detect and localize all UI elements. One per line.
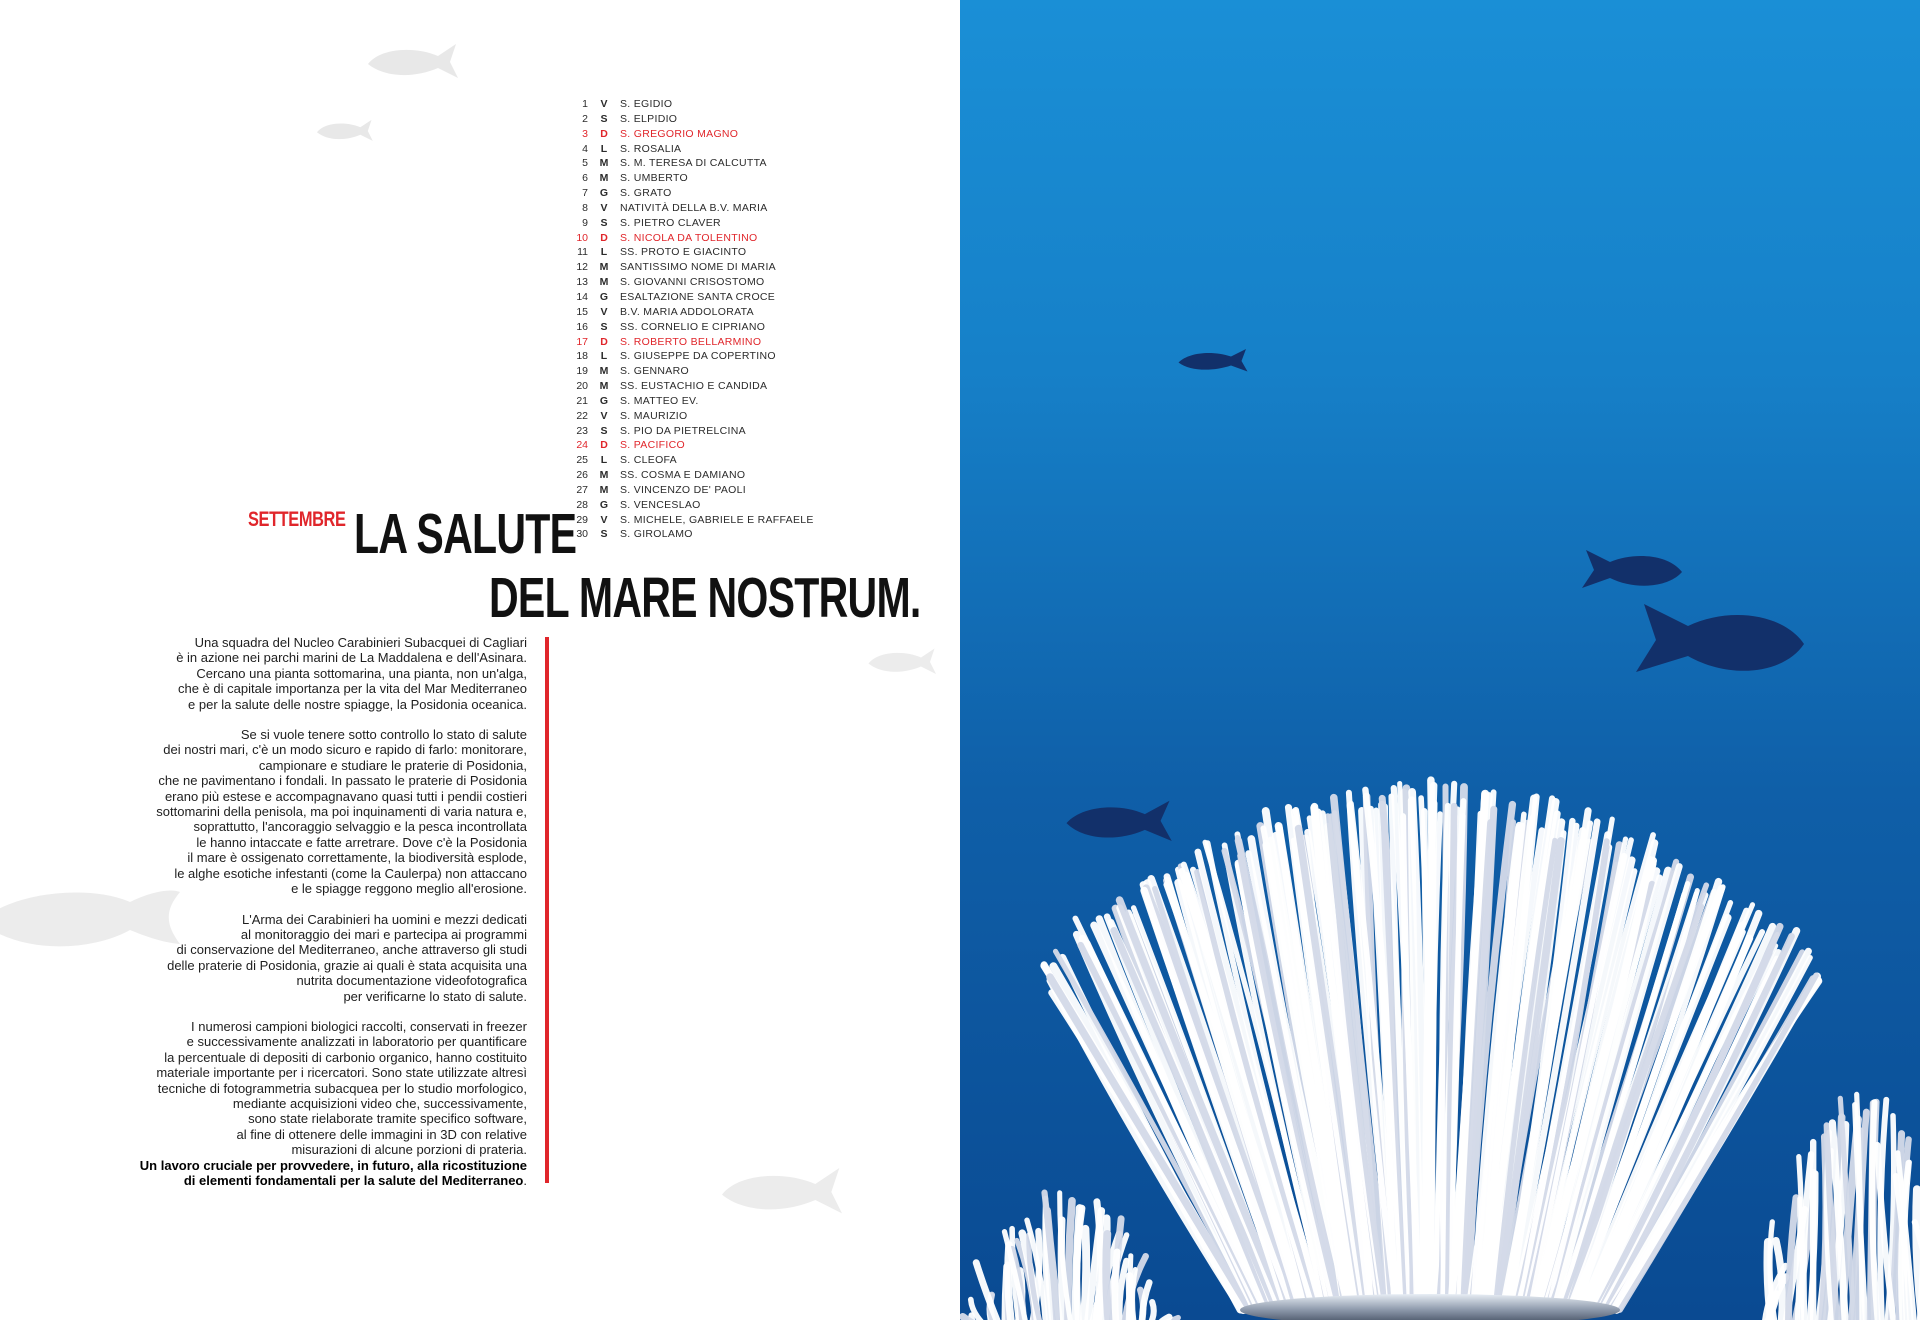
calendar-weekday: V bbox=[600, 513, 608, 526]
calendar-day-number: 27 bbox=[576, 483, 588, 496]
calendar-row bbox=[560, 483, 814, 498]
calendar-day-number: 20 bbox=[576, 380, 588, 393]
calendar-row bbox=[560, 186, 814, 201]
calendar-saint-name: S. GREGORIO MAGNO bbox=[620, 127, 739, 140]
calendar-weekday: D bbox=[600, 439, 608, 452]
calendar-row bbox=[560, 320, 814, 335]
calendar-saint-name: ESALTAZIONE SANTA CROCE bbox=[620, 290, 776, 303]
calendar-weekday: V bbox=[600, 98, 608, 110]
calendar-saint-name: S. EGIDIO bbox=[620, 98, 673, 110]
calendar-row bbox=[560, 468, 814, 483]
calendar-row bbox=[560, 527, 814, 542]
calendar-row bbox=[560, 498, 814, 513]
calendar-saint-name: S. ELPIDIO bbox=[620, 112, 678, 125]
calendar-row bbox=[560, 171, 814, 186]
calendar-day-number: 9 bbox=[582, 216, 588, 229]
calendar-saint-name: S. GIROLAMO bbox=[620, 528, 693, 541]
calendar-day-number: 5 bbox=[582, 157, 588, 170]
article-paragraph: Una squadra del Nucleo Carabinieri Subacquei di Cagliari è in azione nei parchi marini de La Maddalena e dell'Asinara. Cercano una pianta sottomarina, una pianta, non un'alga, che è di capitale importanza per la vita del Mar Mediterraneo e per la salute delle nostre spiagge, la Posidonia oceanica. bbox=[176, 635, 527, 712]
mop-strand bbox=[1916, 1189, 1920, 1320]
calendar-row bbox=[560, 231, 814, 246]
calendar-day-number: 3 bbox=[582, 127, 588, 140]
calendar-day-number: 11 bbox=[577, 246, 588, 259]
calendar-saint-name: S. NICOLA DA TOLENTINO bbox=[620, 231, 758, 244]
calendar-row bbox=[560, 97, 814, 112]
article-paragraph: L'Arma dei Carabinieri ha uomini e mezzi dedicati al monitoraggio dei mari e partecipa ai programmi di conservazione del Mediterraneo, anche attraverso gli studi delle praterie di Posidonia, grazie ai quali è stata acquisita una nutrita documentazione videofotografica per verificarne lo stato di salute. bbox=[167, 911, 527, 1004]
calendar-day-number: 29 bbox=[576, 513, 588, 526]
calendar-saint-name: B.V. MARIA ADDOLORATA bbox=[620, 305, 754, 318]
calendar-weekday: M bbox=[599, 172, 609, 185]
mop-strand bbox=[1077, 1208, 1082, 1320]
calendar-weekday: S bbox=[600, 528, 608, 541]
calendar-day-number: 12 bbox=[576, 261, 588, 274]
calendar-saint-name: S. PIETRO CLAVER bbox=[620, 216, 721, 229]
calendar-row bbox=[560, 142, 814, 157]
calendar-day-number: 13 bbox=[576, 276, 588, 289]
mop-strand bbox=[1083, 1229, 1086, 1320]
calendar-saint-name: S. GRATO bbox=[620, 187, 672, 200]
calendar-day-number: 19 bbox=[576, 365, 588, 378]
calendar-weekday: M bbox=[599, 469, 609, 482]
article-conclusion-bold: Un lavoro cruciale per provvedere, in futuro, alla ricostituzione di elementi fondamentali per la salute del Mediterraneo bbox=[139, 1157, 527, 1188]
calendar-weekday: V bbox=[600, 201, 608, 214]
article-paragraph bbox=[100, 1019, 527, 1188]
mop-strand bbox=[1106, 1234, 1109, 1320]
calendar-day-number: 24 bbox=[576, 439, 588, 452]
article-body bbox=[100, 635, 527, 1188]
calendar-row bbox=[560, 364, 814, 379]
calendar-saint-name: SANTISSIMO NOME DI MARIA bbox=[620, 261, 776, 274]
calendar-day-number: 7 bbox=[582, 187, 588, 200]
calendar-saint-name: S. M. TERESA DI CALCUTTA bbox=[620, 157, 767, 170]
calendar-row bbox=[560, 409, 814, 424]
calendar-day-number: 4 bbox=[582, 142, 588, 155]
calendar-weekday: S bbox=[600, 216, 608, 229]
calendar-weekday: S bbox=[600, 320, 608, 333]
calendar-weekday: L bbox=[600, 142, 608, 155]
calendar-weekday: M bbox=[599, 157, 609, 170]
calendar-saint-name: S. ROSALIA bbox=[620, 142, 682, 155]
calendar-row bbox=[560, 305, 814, 320]
fish-silhouette-icon bbox=[708, 1160, 848, 1224]
mop-head-illustration bbox=[960, 0, 1920, 1320]
calendar-day-number: 8 bbox=[582, 201, 588, 214]
calendar-day-number: 28 bbox=[576, 498, 588, 511]
article-end-period: . bbox=[523, 1173, 527, 1188]
calendar-saint-name: S. GIUSEPPE DA COPERTINO bbox=[620, 350, 776, 363]
calendar-saint-name: S. VENCESLAO bbox=[620, 498, 701, 511]
calendar-row bbox=[560, 245, 814, 260]
calendar-weekday: D bbox=[600, 127, 608, 140]
calendar-row bbox=[560, 394, 814, 409]
calendar-row bbox=[560, 112, 814, 127]
calendar-day-number: 1 bbox=[582, 98, 588, 110]
calendar-day-number: 16 bbox=[576, 320, 588, 333]
calendar-saint-name: S. GIOVANNI CRISOSTOMO bbox=[620, 276, 765, 289]
calendar-row bbox=[560, 201, 814, 216]
calendar-row bbox=[560, 349, 814, 364]
mop-strand bbox=[1133, 1270, 1136, 1320]
calendar-day-number: 6 bbox=[582, 172, 588, 185]
calendar-day-number: 22 bbox=[576, 409, 588, 422]
calendar-saint-name: S. MICHELE, GABRIELE E RAFFAELE bbox=[620, 513, 814, 526]
calendar-day-number: 21 bbox=[576, 394, 588, 407]
calendar-saint-name: S. MATTEO EV. bbox=[620, 394, 699, 407]
calendar-saint-name: S. CLEOFA bbox=[620, 454, 677, 467]
red-vertical-rule bbox=[545, 637, 549, 1183]
calendar-row bbox=[560, 290, 814, 305]
calendar-weekday: M bbox=[599, 276, 609, 289]
calendar-saint-name: S. PIO DA PIETRELCINA bbox=[620, 424, 746, 437]
calendar-saint-name: SS. PROTO E GIACINTO bbox=[620, 246, 747, 259]
calendar-weekday: V bbox=[600, 409, 608, 422]
calendar-row bbox=[560, 438, 814, 453]
calendar-row bbox=[560, 424, 814, 439]
sea-photo-page bbox=[960, 0, 1920, 1320]
calendar-day-number: 14 bbox=[576, 290, 588, 303]
fish-silhouette-icon bbox=[360, 38, 460, 86]
fish-silhouette-icon bbox=[312, 116, 374, 146]
calendar-weekday: S bbox=[600, 112, 608, 125]
calendar-saint-name: S. MAURIZIO bbox=[620, 409, 688, 422]
calendar-row bbox=[560, 335, 814, 350]
calendar-saint-name: S. GENNARO bbox=[620, 365, 689, 378]
calendar-weekday: G bbox=[599, 394, 609, 407]
calendar-day-number: 23 bbox=[576, 424, 588, 437]
calendar-row bbox=[560, 379, 814, 394]
calendar-day-number: 15 bbox=[576, 305, 588, 318]
calendar-saint-name: S. ROBERTO BELLARMINO bbox=[620, 335, 762, 348]
calendar-weekday: D bbox=[600, 231, 608, 244]
calendar-day-number: 2 bbox=[582, 112, 588, 125]
calendar-weekday: G bbox=[599, 290, 609, 303]
calendar-day-number: 10 bbox=[576, 231, 588, 244]
calendar-weekday: L bbox=[600, 350, 608, 363]
calendar-weekday: M bbox=[599, 365, 609, 378]
calendar-weekday: S bbox=[600, 424, 608, 437]
calendar-weekday: D bbox=[600, 335, 608, 348]
calendar-weekday: M bbox=[599, 261, 609, 274]
calendar-row bbox=[560, 453, 814, 468]
calendar-row bbox=[560, 260, 814, 275]
calendar-saint-name: S. PACIFICO bbox=[620, 439, 685, 452]
article-paragraph: Se si vuole tenere sotto controllo lo stato di salute dei nostri mari, c'è un modo sicuro e rapido di farlo: monitorare, campionare e studiare le praterie di Posidonia, che ne pavimentano i fondali. In passato le praterie di Posidonia erano più estese e accompagnavano quasi tutti i pendii costieri sottomarini della penisola, ma poi inquinamenti di varia natura e, soprattutto, l'ancoraggio selvaggio e la pesca incontrollata le hanno intaccate e fatte arretrare. Dove c'è la Posidonia il mare è ossigenato correttamente, la biodiversità esplode, le alghe esotiche infestanti (come la Caulerpa) non attaccano e le spiagge reggono meglio all'erosione. bbox=[156, 727, 527, 897]
month-label: SETTEMBRE bbox=[248, 508, 346, 531]
calendar-saint-name: SS. CORNELIO E CIPRIANO bbox=[620, 320, 766, 333]
calendar-row bbox=[560, 275, 814, 290]
calendar-row bbox=[560, 156, 814, 171]
mop-strand bbox=[1146, 1302, 1153, 1320]
calendar-day-number: 17 bbox=[576, 335, 588, 348]
calendar-weekday: M bbox=[599, 380, 609, 393]
calendar-row bbox=[560, 216, 814, 231]
calendar-saint-name: SS. COSMA E DAMIANO bbox=[620, 469, 746, 482]
headline-line-1: LA SALUTE bbox=[354, 502, 577, 566]
calendar-weekday: G bbox=[599, 187, 609, 200]
calendar-weekday: L bbox=[600, 454, 608, 467]
calendar-day-number: 30 bbox=[576, 528, 588, 541]
calendar-saint-name: S. UMBERTO bbox=[620, 172, 688, 185]
calendar-row bbox=[560, 513, 814, 528]
calendar-day-number: 26 bbox=[576, 469, 588, 482]
calendar-saint-name: NATIVITÀ DELLA B.V. MARIA bbox=[620, 201, 768, 214]
calendar-weekday: G bbox=[599, 498, 609, 511]
calendar-saint-name: S. VINCENZO DE' PAOLI bbox=[620, 483, 746, 496]
calendar-weekday: L bbox=[600, 246, 608, 259]
calendar-saint-name: SS. EUSTACHIO E CANDIDA bbox=[620, 380, 768, 393]
calendar-day-number: 18 bbox=[576, 350, 588, 363]
calendar-weekday: V bbox=[600, 305, 608, 318]
fish-silhouette-icon bbox=[862, 644, 938, 680]
calendar-weekday: M bbox=[599, 483, 609, 496]
calendar-row bbox=[560, 127, 814, 142]
headline-line-2: DEL MARE NOSTRUM. bbox=[489, 566, 921, 630]
saints-calendar bbox=[560, 97, 814, 542]
calendar-day-number: 25 bbox=[576, 454, 588, 467]
article-paragraph-text: I numerosi campioni biologici raccolti, conservati in freezer e successivamente analizzati in laboratorio per quantificare la percentuale di depositi di carbonio organico, hanno costituito materiale importante per i ricercatori. Sono state utilizzate altresì tecniche di fotogrammetria subacquea per lo studio morfologico, mediante acquisizioni video che, successivamente, sono state rielaborate tramite specifico software, al fine di ottenere delle immagini in 3D con relative misurazioni di alcune porzioni di prateria. bbox=[156, 1018, 527, 1158]
